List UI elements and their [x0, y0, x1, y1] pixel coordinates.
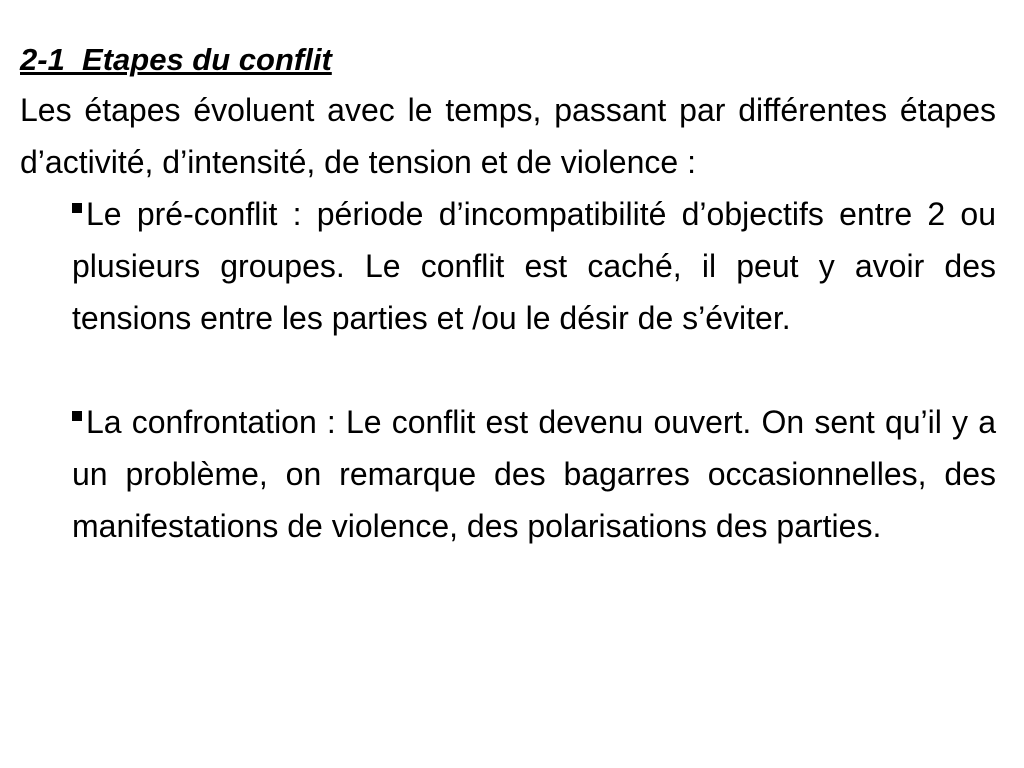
bullet-item-confrontation: [72, 396, 996, 552]
bullet-text: La confrontation : Le conflit est devenu ouvert. On sent qu’il y a un problème, on remarque des bagarres occasionnelles, des manifestations de violence, des polarisations des parties.: [72, 404, 996, 544]
slide-content: [20, 36, 996, 552]
square-bullet-icon: [72, 411, 82, 421]
section-title: 2-1 Etapes du conflit: [20, 42, 332, 77]
bullet-item-pre-conflict: [72, 188, 996, 344]
bullet-list: [20, 188, 996, 552]
square-bullet-icon: [72, 203, 82, 213]
intro-paragraph: Les étapes évoluent avec le temps, passant par différentes étapes d’activité, d’intensité, de tension et de violence :: [20, 92, 996, 180]
bullet-text: Le pré-conflit : période d’incompatibilité d’objectifs entre 2 ou plusieurs groupes. Le conflit est caché, il peut y avoir des tensions entre les parties et /ou le désir de s’éviter.: [72, 196, 996, 336]
